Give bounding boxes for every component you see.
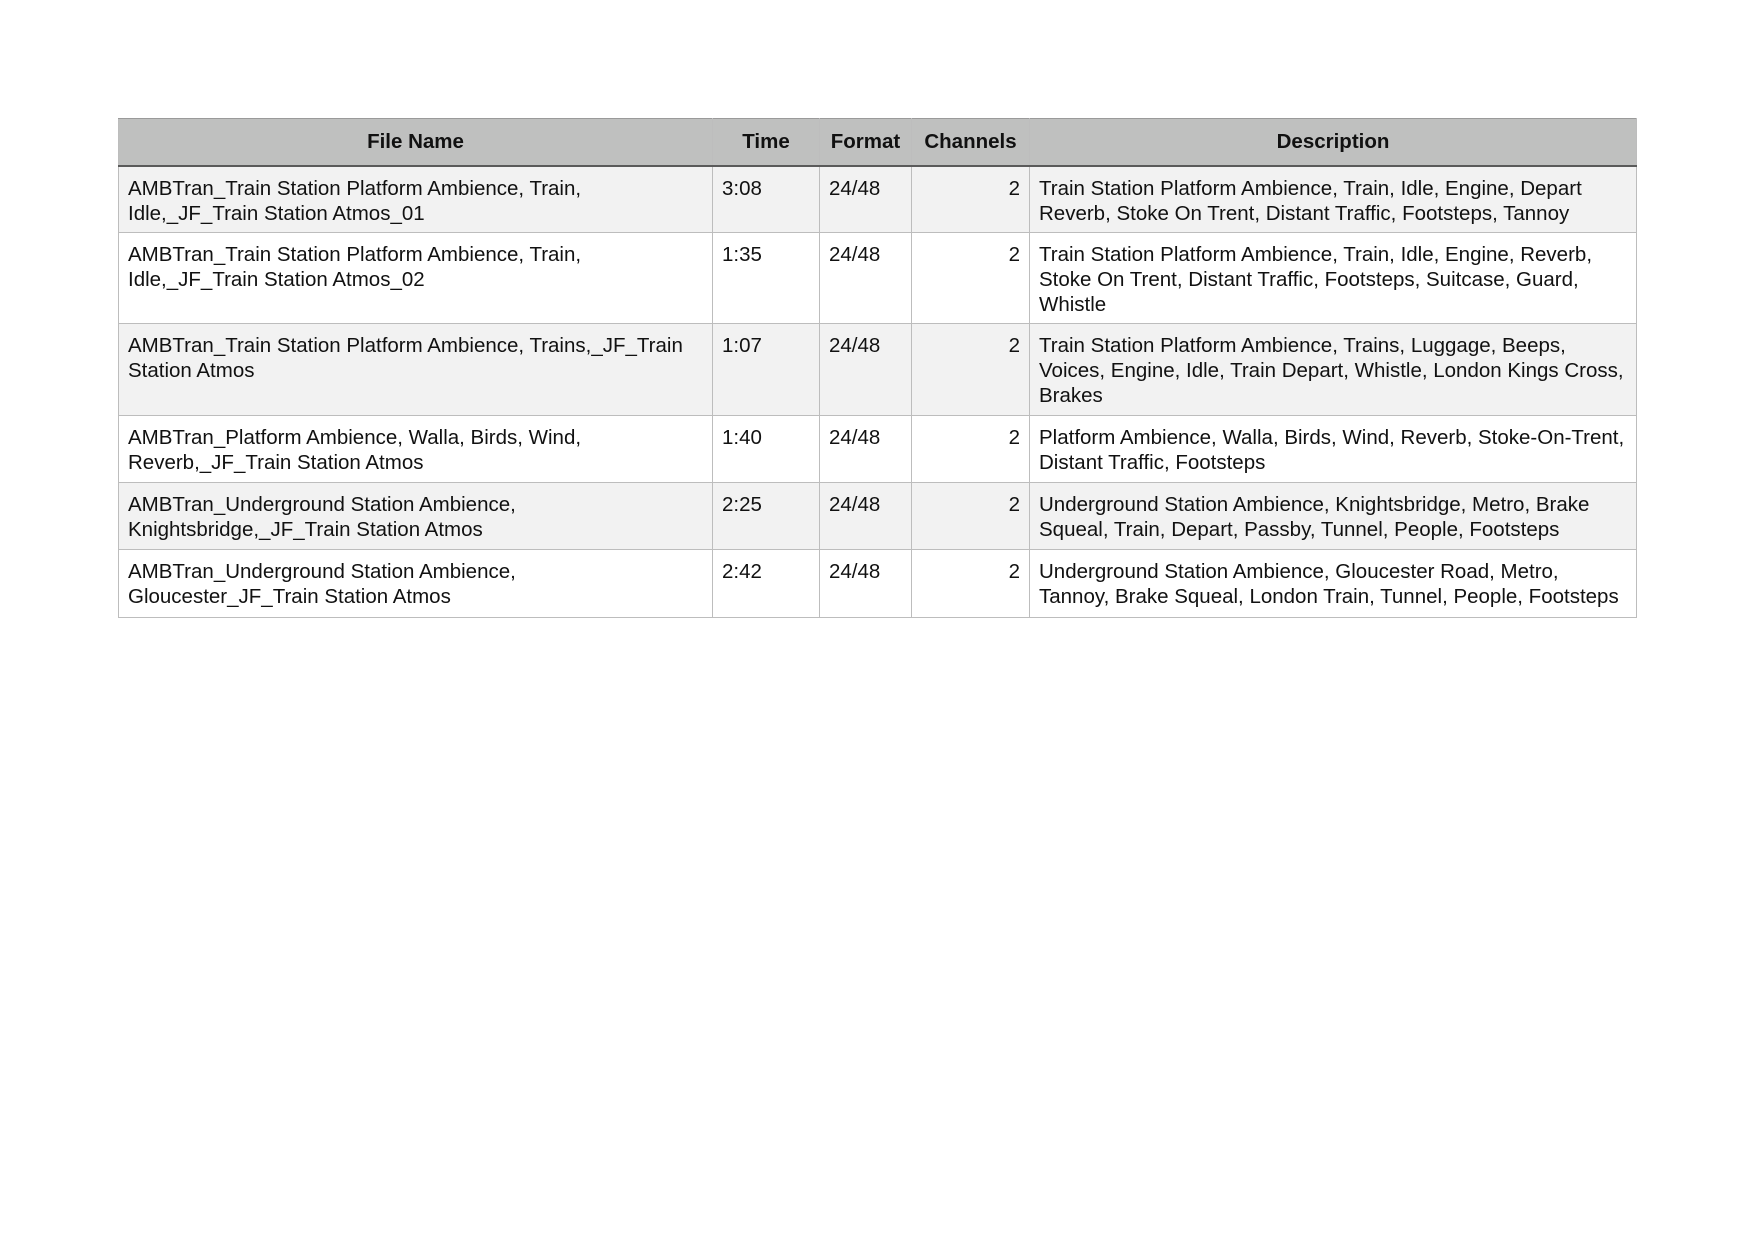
cell-channels: 2 <box>912 324 1030 416</box>
cell-time: 3:08 <box>713 166 820 233</box>
cell-time: 1:07 <box>713 324 820 416</box>
sound-library-table <box>118 118 1637 618</box>
header-channels: Channels <box>912 119 1030 166</box>
table-row <box>119 416 1637 483</box>
header-file-name: File Name <box>119 119 713 166</box>
cell-channels: 2 <box>912 416 1030 483</box>
cell-time: 2:25 <box>713 483 820 550</box>
cell-description: Underground Station Ambience, Gloucester Road, Metro, Tannoy, Brake Squeal, London Train, Tunnel, People, Footsteps <box>1030 550 1637 618</box>
cell-channels: 2 <box>912 483 1030 550</box>
table-row <box>119 324 1637 416</box>
table-row <box>119 483 1637 550</box>
cell-file-name: AMBTran_Underground Station Ambience, Gloucester_JF_Train Station Atmos <box>119 550 713 618</box>
cell-file-name: AMBTran_Platform Ambience, Walla, Birds, Wind, Reverb,_JF_Train Station Atmos <box>119 416 713 483</box>
table-body <box>119 166 1637 618</box>
header-row <box>119 119 1637 166</box>
cell-channels: 2 <box>912 233 1030 324</box>
cell-format: 24/48 <box>820 324 912 416</box>
cell-file-name: AMBTran_Train Station Platform Ambience, Train, Idle,_JF_Train Station Atmos_02 <box>119 233 713 324</box>
cell-format: 24/48 <box>820 166 912 233</box>
cell-time: 2:42 <box>713 550 820 618</box>
cell-channels: 2 <box>912 166 1030 233</box>
cell-channels: 2 <box>912 550 1030 618</box>
cell-description: Platform Ambience, Walla, Birds, Wind, Reverb, Stoke-On-Trent, Distant Traffic, Footsteps <box>1030 416 1637 483</box>
cell-description: Underground Station Ambience, Knightsbridge, Metro, Brake Squeal, Train, Depart, Passby, Tunnel, People, Footsteps <box>1030 483 1637 550</box>
cell-description: Train Station Platform Ambience, Train, Idle, Engine, Depart Reverb, Stoke On Trent, Distant Traffic, Footsteps, Tannoy <box>1030 166 1637 233</box>
table-row <box>119 166 1637 233</box>
cell-description: Train Station Platform Ambience, Train, Idle, Engine, Reverb, Stoke On Trent, Distant Traffic, Footsteps, Suitcase, Guard, Whistle <box>1030 233 1637 324</box>
header-format: Format <box>820 119 912 166</box>
cell-format: 24/48 <box>820 483 912 550</box>
cell-file-name: AMBTran_Underground Station Ambience, Knightsbridge,_JF_Train Station Atmos <box>119 483 713 550</box>
table-header <box>119 119 1637 166</box>
header-description: Description <box>1030 119 1637 166</box>
cell-description: Train Station Platform Ambience, Trains, Luggage, Beeps, Voices, Engine, Idle, Train Depart, Whistle, London Kings Cross, Brakes <box>1030 324 1637 416</box>
header-time: Time <box>713 119 820 166</box>
cell-file-name: AMBTran_Train Station Platform Ambience, Trains,_JF_Train Station Atmos <box>119 324 713 416</box>
cell-time: 1:35 <box>713 233 820 324</box>
cell-format: 24/48 <box>820 233 912 324</box>
cell-format: 24/48 <box>820 416 912 483</box>
table-row <box>119 233 1637 324</box>
cell-time: 1:40 <box>713 416 820 483</box>
cell-file-name: AMBTran_Train Station Platform Ambience, Train, Idle,_JF_Train Station Atmos_01 <box>119 166 713 233</box>
cell-format: 24/48 <box>820 550 912 618</box>
table-row <box>119 550 1637 618</box>
